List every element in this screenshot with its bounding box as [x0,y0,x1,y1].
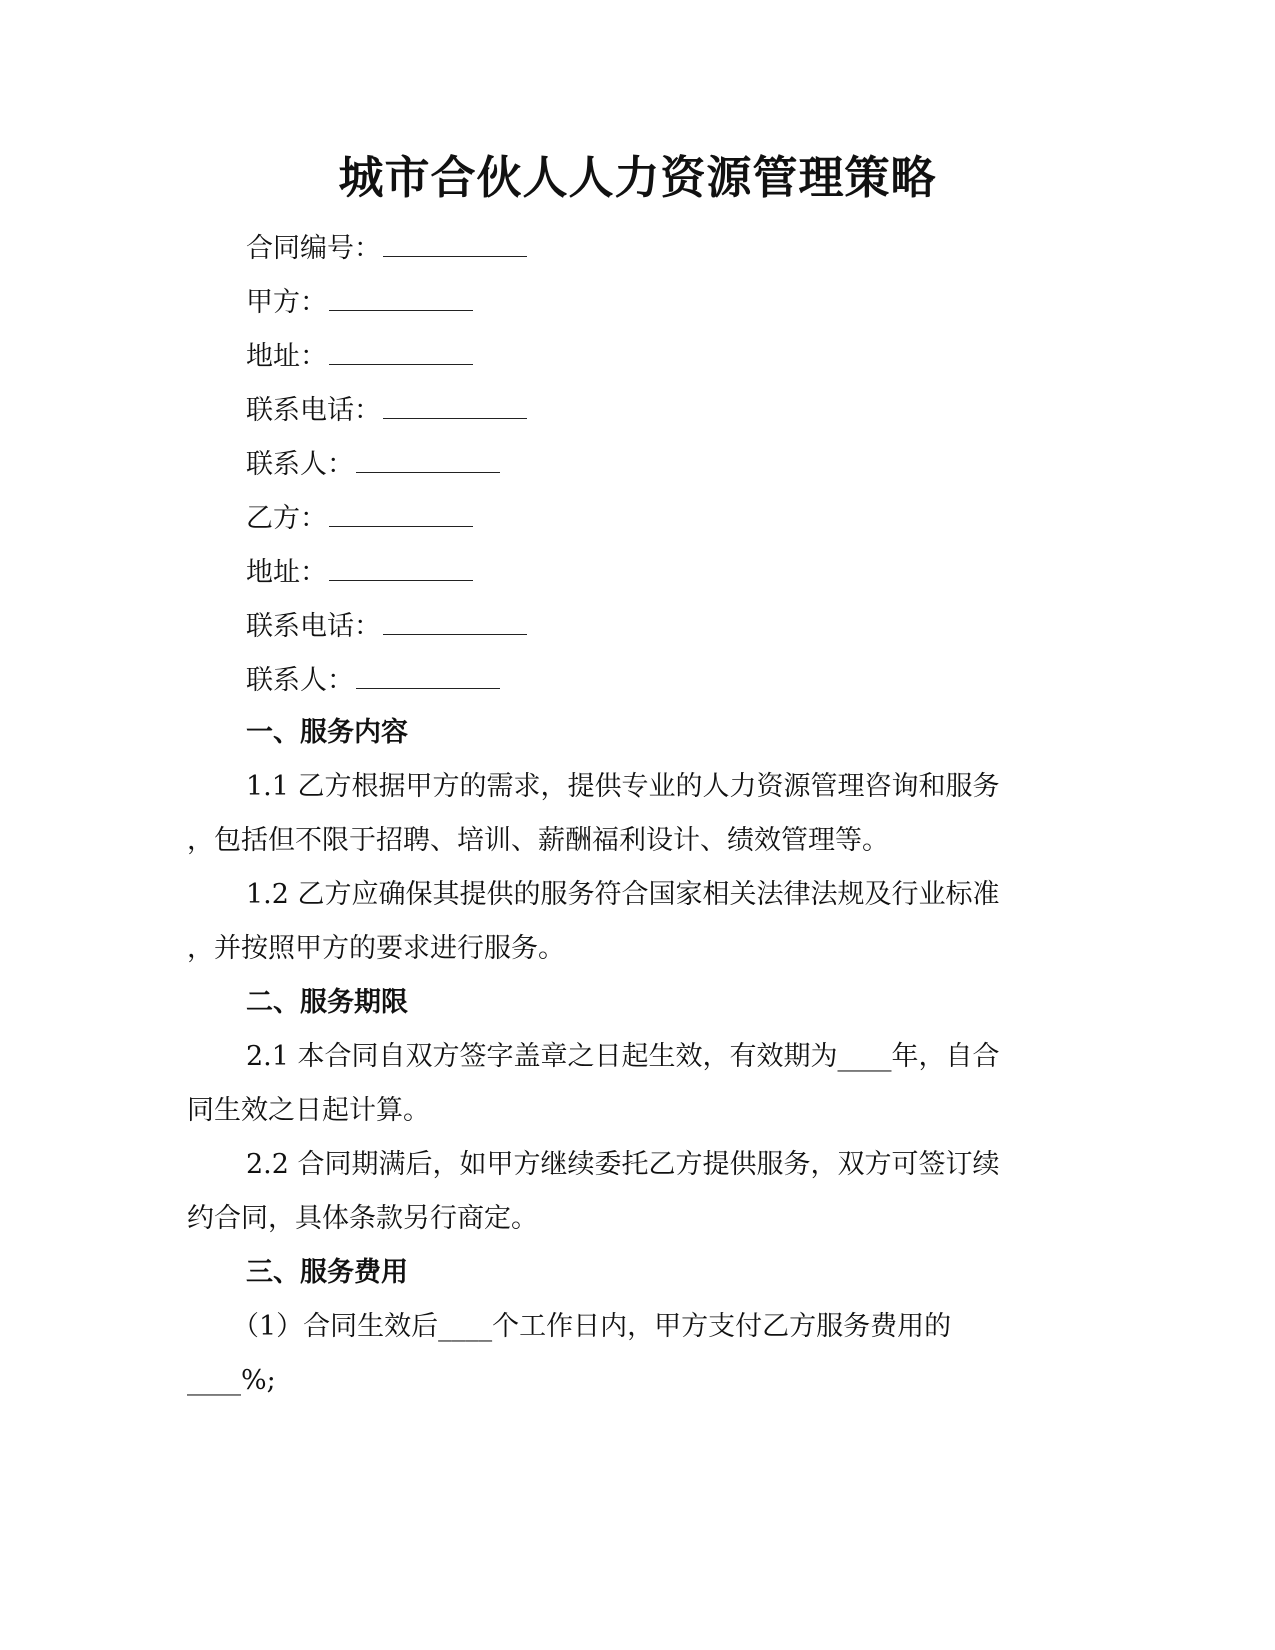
clause-1-1-line-2: ，包括但不限于招聘、培训、薪酬福利设计、绩效管理等。 [187,825,889,856]
clause-2-2-line-1: 2.2 合同期满后，如甲方继续委托乙方提供服务，双方可签订续 [246,1149,1000,1180]
field-label: 联系电话： [246,395,381,426]
field-party-a-contact [246,445,500,483]
fill-in-blank [329,499,473,527]
field-label: 甲方： [246,287,327,318]
section-heading-service-term: 二、服务期限 [246,987,408,1018]
fill-in-blank [356,661,500,689]
fill-in-blank [383,391,527,419]
field-label: 联系电话： [246,611,381,642]
field-label: 联系人： [246,449,354,480]
fill-in-blank [329,337,473,365]
clause-1-2-line-1: 1.2 乙方应确保其提供的服务符合国家相关法律法规及行业标准 [246,879,1000,910]
field-party-b [246,499,473,537]
clause-2-1-line-1: 2.1 本合同自双方签字盖章之日起生效，有效期为____年，自合 [246,1041,1000,1072]
field-label: 联系人： [246,665,354,696]
fill-in-blank [356,445,500,473]
section-heading-service-content: 一、服务内容 [246,717,408,748]
field-party-b-address [246,553,473,591]
fill-in-blank [329,283,473,311]
field-party-a-phone [246,391,527,429]
field-party-b-phone [246,607,527,645]
fill-in-blank [383,607,527,635]
field-label: 地址： [246,557,327,588]
fill-in-blank [329,553,473,581]
clause-fee-1-line-1: （1）合同生效后____个工作日内，甲方支付乙方服务费用的 [232,1311,952,1342]
field-label: 合同编号： [246,233,381,264]
clause-1-1-line-1: 1.1 乙方根据甲方的需求，提供专业的人力资源管理咨询和服务 [246,771,1000,802]
clause-fee-1-line-2: ____%; [187,1365,276,1396]
field-contract-number [246,229,527,267]
field-party-a-address [246,337,473,375]
clause-2-1-line-2: 同生效之日起计算。 [187,1095,430,1126]
section-heading-service-fee: 三、服务费用 [246,1257,408,1288]
field-label: 乙方： [246,503,327,534]
clause-2-2-line-2: 约合同，具体条款另行商定。 [187,1203,538,1234]
clause-1-2-line-2: ，并按照甲方的要求进行服务。 [187,933,565,964]
field-party-a [246,283,473,321]
document-title: 城市合伙人人力资源管理策略 [338,151,937,204]
fill-in-blank [383,229,527,257]
field-party-b-contact [246,661,500,699]
field-label: 地址： [246,341,327,372]
